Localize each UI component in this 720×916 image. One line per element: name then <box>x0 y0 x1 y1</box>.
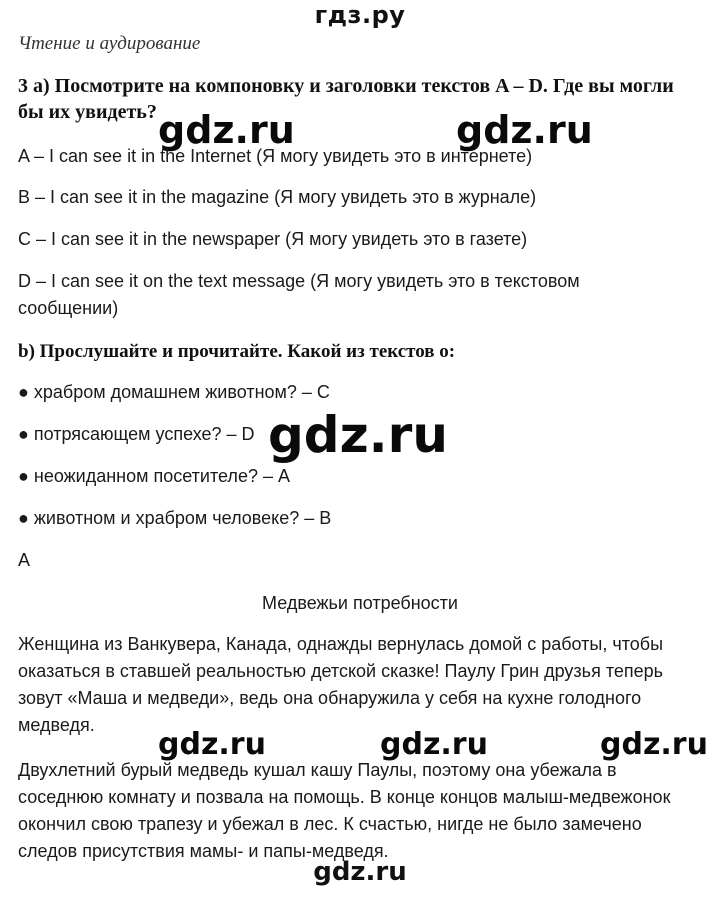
site-header-logo: гдз.ру <box>314 1 406 29</box>
bullet-item: ● неожиданном посетителе? – A <box>18 466 290 486</box>
answer-d-line-1: D – I can see it on the text message (Я могу увидеть это в текстовом <box>18 271 580 291</box>
text-title: Медвежьи потребности <box>262 593 458 613</box>
answer-c: C – I can see it in the newspaper (Я могу увидеть это в газете) <box>18 229 528 249</box>
watermark: gdz.ru <box>456 108 593 152</box>
paragraph-1-line: зовут «Маша и медведи», ведь она обнаружила у себя на кухне голодного <box>18 688 642 708</box>
task-b: b) Прослушайте и прочитайте. Какой из текстов о: <box>18 341 456 362</box>
paragraph-1-line: Женщина из Ванкувера, Канада, однажды вернулась домой с работы, чтобы <box>18 634 664 654</box>
site-footer-logo: gdz.ru <box>313 857 407 887</box>
section-title: Чтение и аудирование <box>18 33 201 54</box>
answer-d-line-2: сообщении) <box>18 298 119 318</box>
watermark: gdz.ru <box>158 108 295 152</box>
watermark: gdz.ru <box>380 727 488 762</box>
paragraph-2-line: окончил свою трапезу и убежал в лес. К счастью, нигде не было замечено <box>18 814 642 834</box>
bullet-item: ● потрясающем успехе? – D <box>18 424 255 444</box>
watermark: gdz.ru <box>268 406 448 464</box>
task-a-line-1: 3 а) Посмотрите на компоновку и заголовки текстов A – D. Где вы могли <box>18 75 674 97</box>
text-letter: A <box>18 550 31 570</box>
answer-b: B – I can see it in the magazine (Я могу увидеть это в журнале) <box>18 187 537 207</box>
paragraph-2-line: соседнюю комнату и позвала на помощь. В конце концов малыш-медвежонок <box>18 787 671 807</box>
watermark: gdz.ru <box>600 727 708 762</box>
watermark: gdz.ru <box>158 727 266 762</box>
paragraph-2-line: следов присутствия мамы- и папы-медведя. <box>18 841 389 861</box>
bullet-item: ● животном и храбром человеке? – B <box>18 508 332 528</box>
task-a-line-2: бы их увидеть? <box>18 101 157 123</box>
bullet-item: ● храбром домашнем животном? – C <box>18 382 330 402</box>
paragraph-2-line: Двухлетний бурый медведь кушал кашу Паулы, поэтому она убежала в <box>18 760 617 780</box>
paragraph-1-line: медведя. <box>18 715 95 735</box>
paragraph-1-line: оказаться в ставшей реальностью детской сказке! Паулу Грин друзья теперь <box>18 661 664 681</box>
answer-a: A – I can see it in the Internet (Я могу увидеть это в интернете) <box>18 146 533 166</box>
